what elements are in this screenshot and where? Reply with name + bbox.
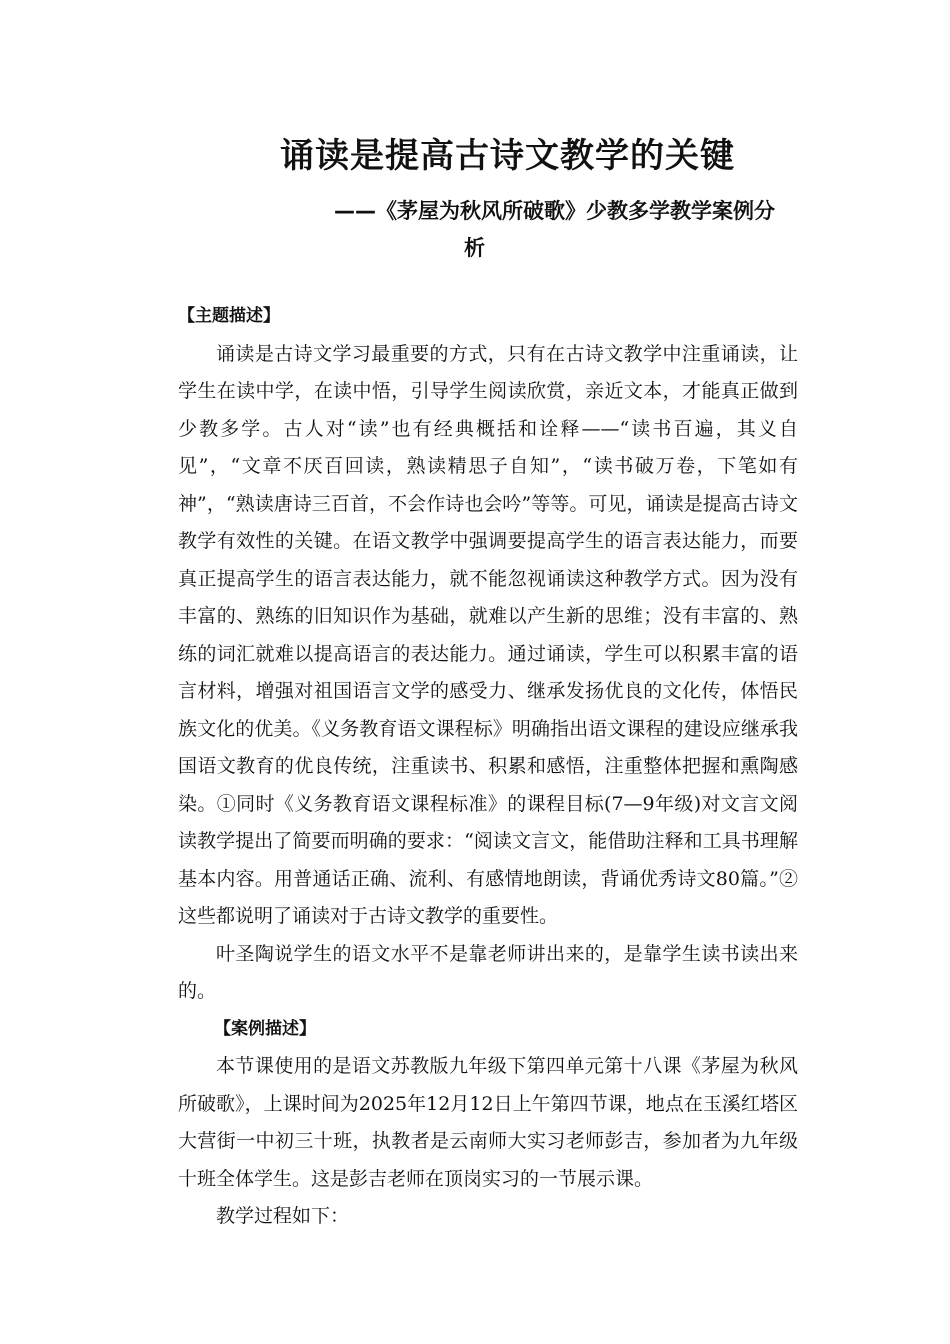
document-subtitle (334, 193, 809, 267)
paragraph: 本节课使用的是语文苏教版九年级下第四单元第十八课《茅屋为秋风所破歌》，上课时间为2025年12月12日上午第四节课，地点在玉溪红塔区大营街一中初三十班，执教者是云南师大实习老师彭吉，参加者为九年级十班全体学生。这是彭吉老师在顶岗实习的一节展示课。 (178, 1055, 798, 1190)
subtitle-main: ——《茅屋为秋风所破歌》少教多学教学案例分 (334, 199, 775, 223)
paragraph: 诵读是古诗文学习最重要的方式，只有在古诗文教学中注重诵读，让学生在读中学，在读中悟，引导学生阅读欣赏，亲近文本，才能真正做到少教多学。古人对“读”也有经典概括和诠释——“读书百遍，其义自见”，“文章不厌百回读，熟读精思子自知”，“读书破万卷，下笔如有神”，“熟读唐诗三百首，不会作诗也会吟”等等。可见，诵读是提高古诗文教学有效性的关键。在语文教学中强调要提高学生的语言表达能力，而要真正提高学生的语言表达能力，就不能忽视诵读这种教学方式。因为没有丰富的、熟练的旧知识作为基础，就难以产生新的思维；没有丰富的、熟练的词汇就难以提高语言的表达能力。通过诵读，学生可以积累丰富的语言材料，增强对祖国语言文学的感受力、继承发扬优良的文化传，体悟民族文化的优美。《义务教育语文课程标》明确指出语文课程的建设应继承我国语文教育的优良传统，注重读书、积累和感悟，注重整体把握和熏陶感染。①同时《义务教育语文课程标准》的课程目标(7—9年级)对文言文阅读教学提出了简要而明确的要求：“阅读文言文，能借助注释和工具书理解基本内容。用普通话正确、流利、有感情地朗读，背诵优秀诗文80篇。”②这些都说明了诵读对于古诗文教学的重要性。 (178, 342, 798, 927)
subtitle-tail: 析 (464, 236, 485, 260)
paragraph: 教学过程如下： (216, 1205, 350, 1227)
section-heading-theme: 【主题描述】 (178, 306, 280, 326)
document-title: 诵读是提高古诗文教学的关键 (280, 136, 735, 176)
paragraph: 叶圣陶说学生的语文水平不是靠老师讲出来的，是靠学生读书读出来的。 (178, 942, 798, 1002)
section-heading-case: 【案例描述】 (214, 1018, 316, 1039)
document-body (178, 298, 798, 1236)
